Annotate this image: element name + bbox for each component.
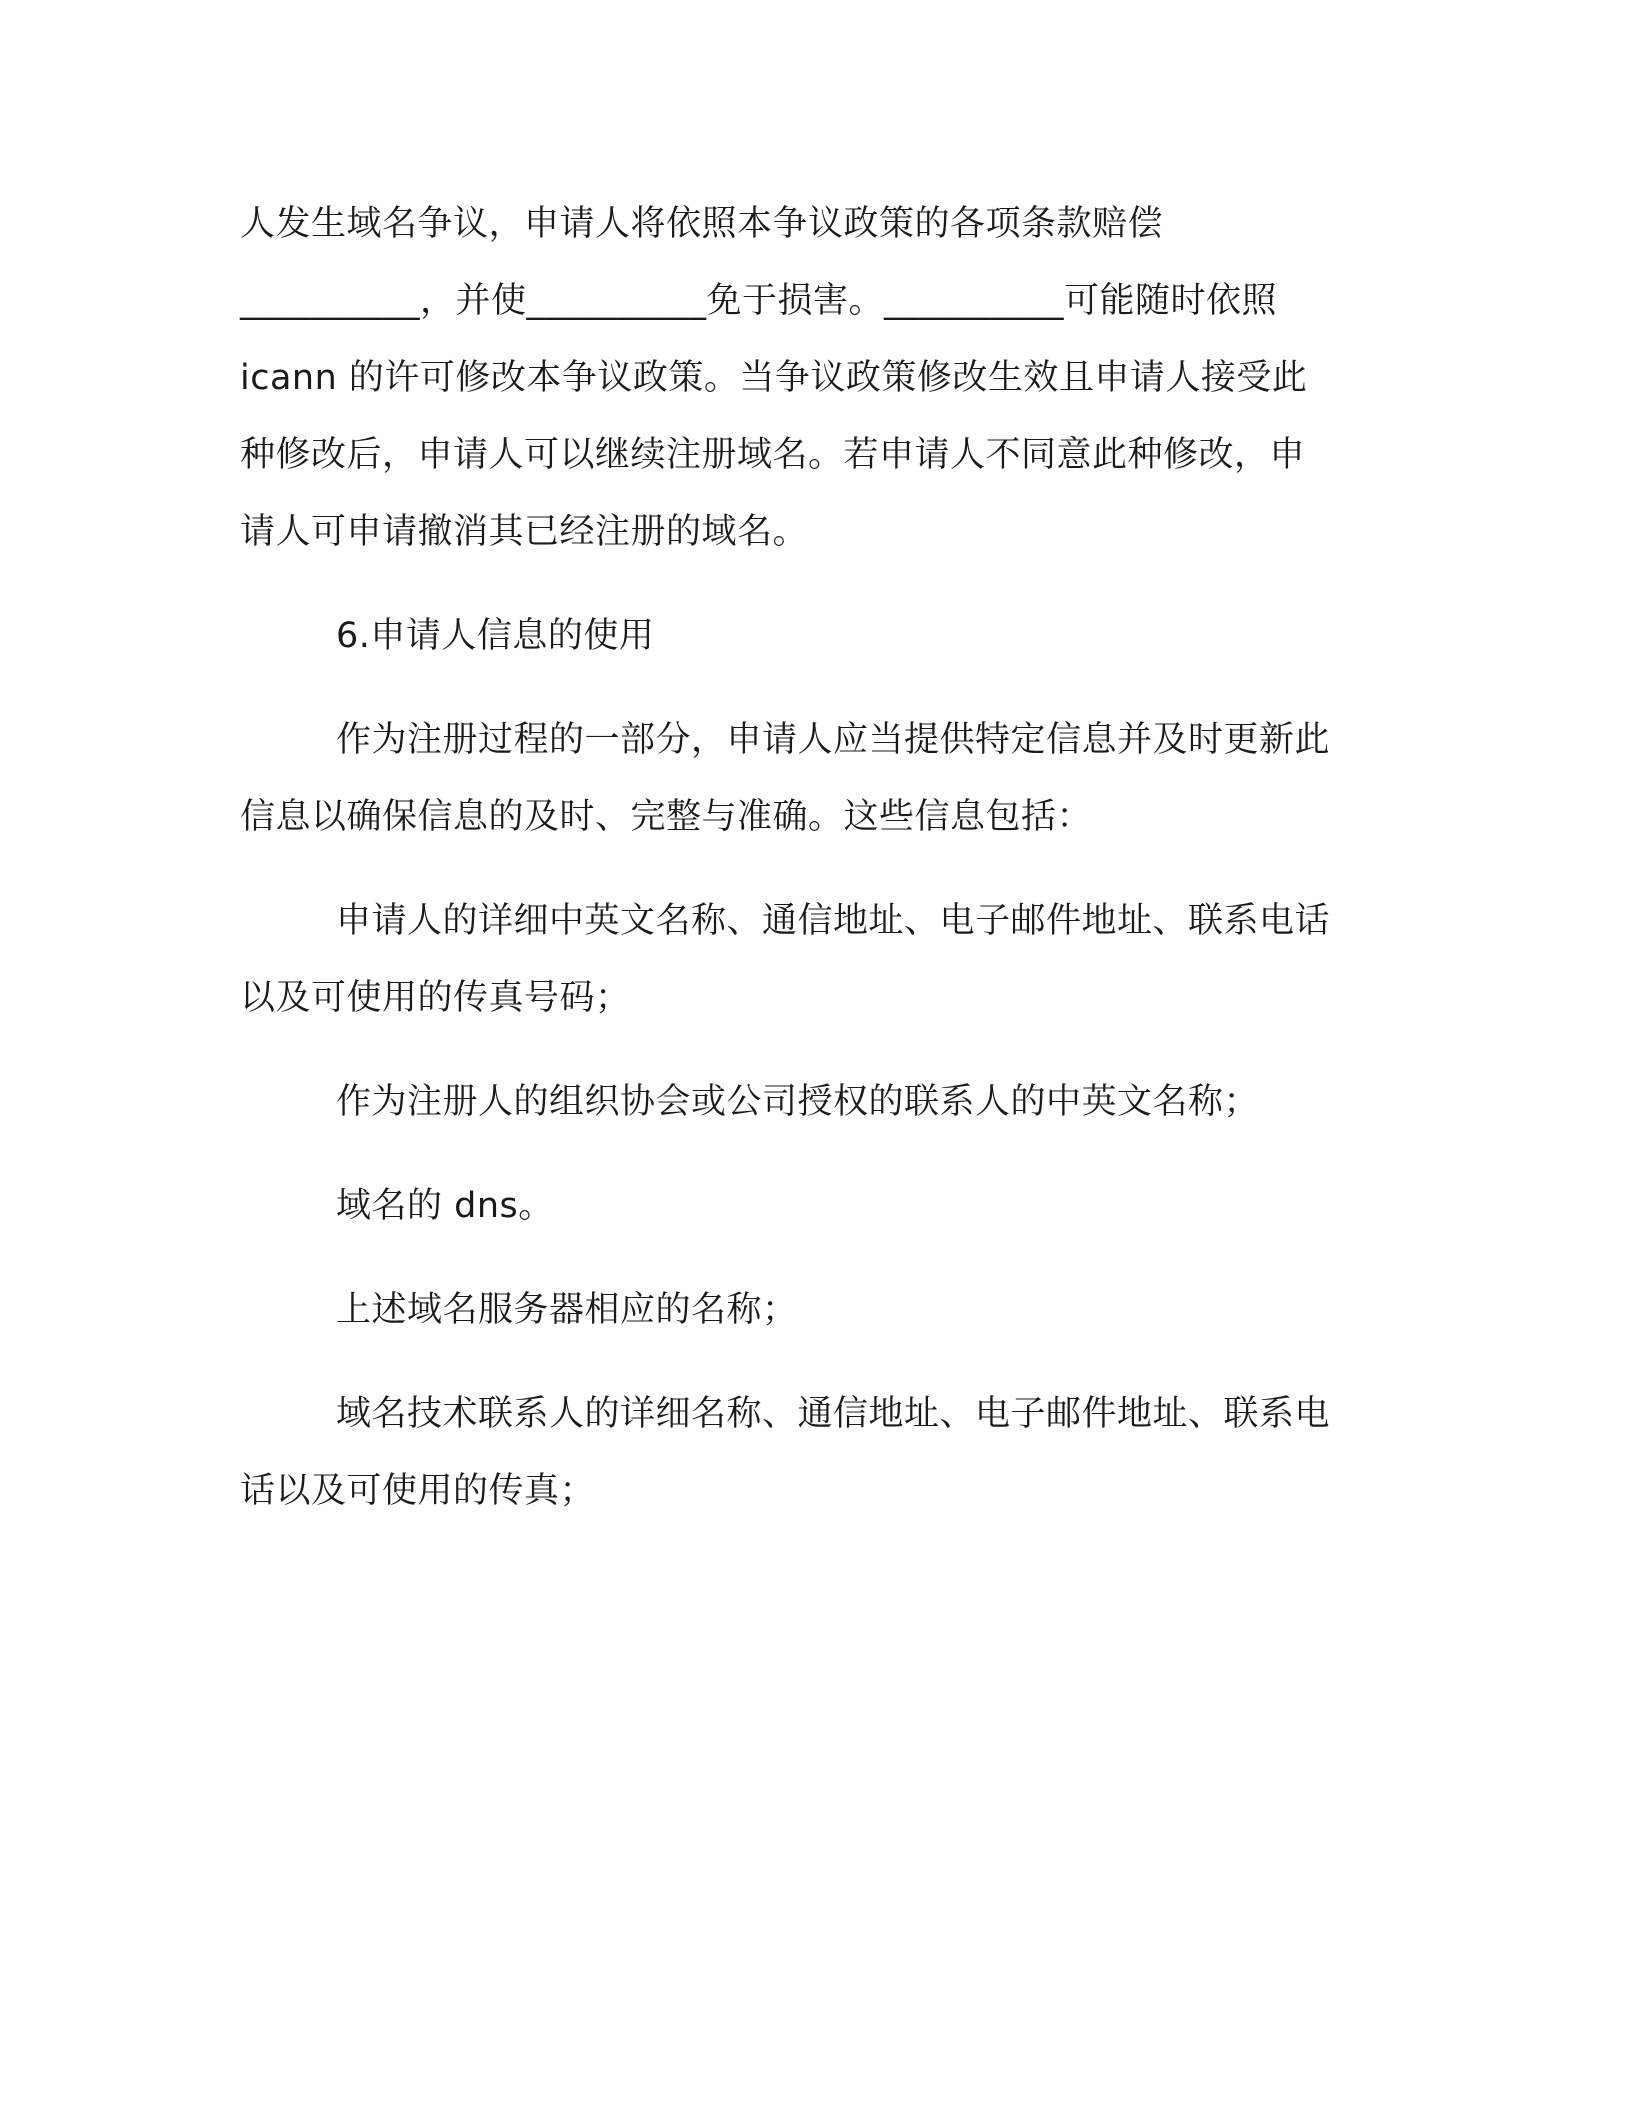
text-line-continued: 信息以确保信息的及时、完整与准确。这些信息包括： [240, 797, 1093, 837]
text-line: 申请人的详细中英文名称、通信地址、电子邮件地址、联系电话 [336, 901, 1331, 941]
section-heading [240, 598, 1390, 675]
text-line: 请人可申请撤消其已经注册的域名。 [240, 512, 809, 552]
paragraph-contact-name [240, 1064, 1390, 1141]
text-line: 上述域名服务器相应的名称； [336, 1290, 798, 1330]
text-line: __________，并使__________免于损害。__________可能随时依照 [240, 281, 1278, 321]
text-line: icann 的许可修改本争议政策。当争议政策修改生效且申请人接受此 [240, 358, 1308, 398]
text-line: 种修改后，申请人可以继续注册域名。若申请人不同意此种修改，申 [240, 435, 1306, 475]
paragraph-applicant-details [240, 883, 1390, 1037]
paragraph-tech-contact [240, 1376, 1390, 1530]
paragraph-dispute-policy [240, 186, 1390, 571]
text-line: 作为注册人的组织协会或公司授权的联系人的中英文名称； [336, 1082, 1260, 1122]
paragraph-domain-dns [240, 1168, 1390, 1245]
text-line: 域名的 dns。 [336, 1186, 554, 1226]
section-heading-text: 6.申请人信息的使用 [336, 616, 655, 656]
text-line: 域名技术联系人的详细名称、通信地址、电子邮件地址、联系电 [336, 1394, 1331, 1434]
paragraph-registration-info [240, 702, 1390, 856]
text-line: 作为注册过程的一部分，申请人应当提供特定信息并及时更新此 [336, 720, 1331, 760]
text-line-continued: 话以及可使用的传真； [240, 1471, 596, 1511]
text-line-continued: 以及可使用的传真号码； [240, 978, 631, 1018]
paragraph-server-name [240, 1272, 1390, 1349]
document-body [240, 186, 1390, 1557]
text-line: 人发生域名争议，申请人将依照本争议政策的各项条款赔偿 [240, 204, 1164, 244]
